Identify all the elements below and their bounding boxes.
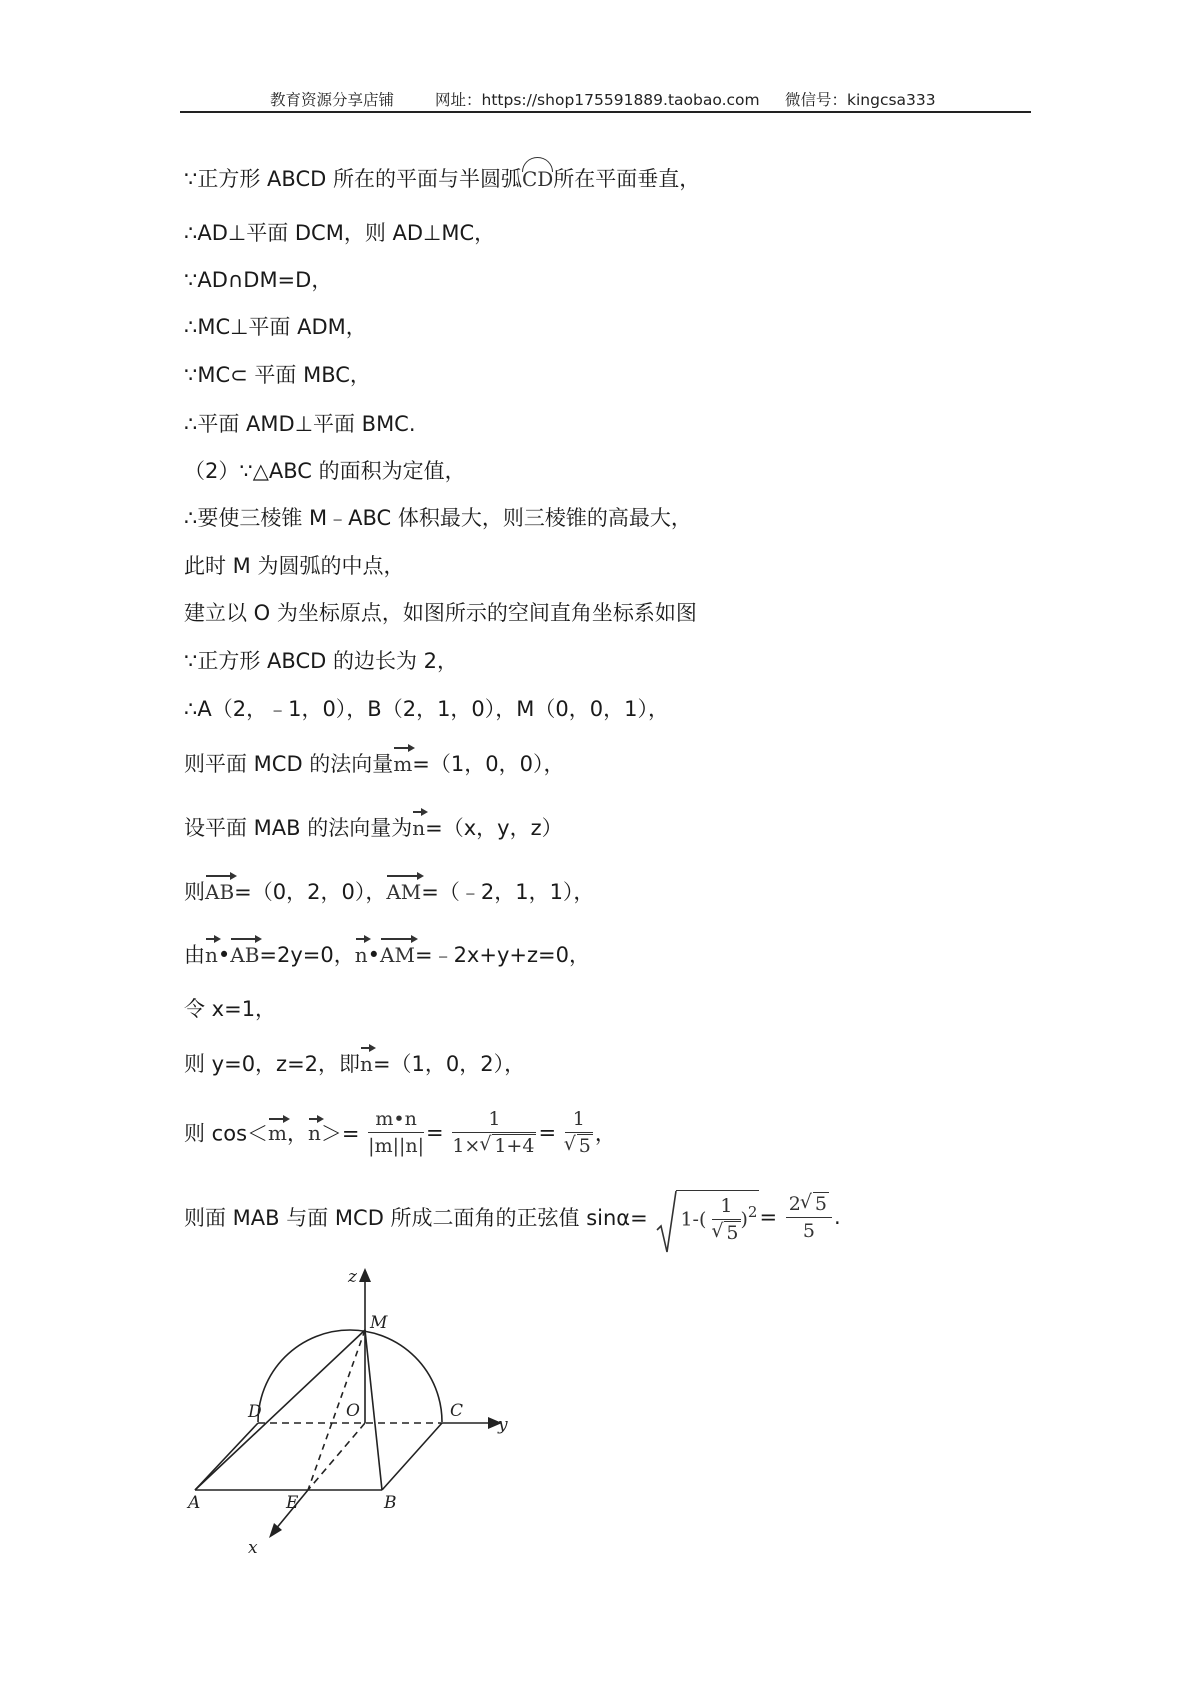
line-1-text-a: ∵正方形 ABCD 所在的平面与半圆弧 (184, 167, 522, 191)
line-9: 此时 M 为圆弧的中点， (184, 554, 405, 578)
fraction-denominator: |m||n| (368, 1135, 425, 1157)
vector-am: AM (386, 880, 422, 904)
x-axis-dashed (308, 1423, 365, 1490)
line-15-text-a: 则 (184, 880, 205, 904)
line-17: 令 x=1， (184, 997, 277, 1021)
vector-n: n (354, 943, 368, 967)
radicand: 5 (726, 1222, 739, 1244)
equals-sign: = (426, 1120, 444, 1145)
line-5: ∵MC⊂ 平面 MBC， (184, 363, 371, 387)
line-20 (184, 1190, 841, 1244)
line-18-text-b: =（1，0，2）， (372, 1052, 526, 1076)
header-wechat: 微信号：kingcsa333 (785, 91, 936, 109)
label-c: C (450, 1401, 464, 1421)
header-url: 网址：https://shop175591889.taobao.com (435, 91, 760, 109)
fraction-dot-over-norms (368, 1108, 424, 1157)
sqrt-symbol (801, 1193, 829, 1215)
vector-m: m (268, 1120, 287, 1145)
line-2: ∴AD⊥平面 DCM，则 AD⊥MC， (184, 221, 496, 245)
radicand-text-b: ) (740, 1208, 748, 1231)
line-16 (184, 941, 590, 969)
vector-ab: AB (230, 943, 260, 967)
label-e: E (286, 1493, 299, 1513)
line-1 (184, 165, 700, 193)
line-3: ∵AD∩DM=D， (184, 268, 333, 292)
label-d: D (248, 1402, 262, 1422)
line-15 (184, 878, 594, 906)
numerator-coefficient: 2 (788, 1192, 801, 1215)
radicand: 1+4 (494, 1135, 535, 1157)
sqrt-symbol (480, 1135, 536, 1157)
line-8: ∴要使三棱锥 M﹣ABC 体积最大，则三棱锥的高最大， (184, 506, 692, 530)
dot-operator: • (217, 943, 231, 967)
geometry-figure (170, 1260, 530, 1560)
line-19-text-a: 则 cos＜ (184, 1121, 269, 1146)
radicand: 5 (814, 1192, 827, 1215)
fraction-numerator: 1 (452, 1108, 536, 1133)
fraction-one-over-sqrt5 (712, 1195, 740, 1244)
vector-n: n (412, 816, 426, 840)
line-12: ∴A（2，﹣1，0），B（2，1，0），M（0，0，1）， (184, 697, 669, 721)
line-19-text-b: ＞= (320, 1121, 360, 1146)
fraction-denominator (712, 1220, 740, 1244)
header-shop-name: 教育资源分享店铺 (270, 91, 395, 109)
fraction-denominator (452, 1133, 536, 1157)
fraction-numerator (786, 1193, 832, 1218)
x-axis-arrowhead (269, 1523, 282, 1538)
line-13 (184, 750, 564, 778)
edge-m-a (195, 1330, 365, 1490)
line-20-text-a: 则面 MAB 与面 MCD 所成二面角的正弦值 sinα= (184, 1206, 648, 1230)
line-13-text-b: =（1，0，0）， (412, 752, 565, 776)
fraction-one-over-sqrt5 (565, 1108, 593, 1157)
sqrt-symbol (712, 1222, 740, 1244)
fraction-one-over-sqrt (452, 1108, 536, 1157)
line-13-text-a: 则平面 MCD 的法向量 (184, 752, 394, 776)
line-14-text-b: =（x，y，z） (425, 816, 563, 840)
line-18 (184, 1050, 525, 1078)
fraction-denominator (565, 1133, 593, 1157)
label-m: M (370, 1313, 388, 1333)
radicand: 5 (578, 1135, 591, 1157)
edge-d-a (195, 1423, 258, 1490)
line-16-text-c: =﹣2x+y+z=0， (414, 943, 590, 967)
line-19 (184, 1108, 616, 1157)
line-10: 建立以 O 为坐标原点，如图所示的空间直角坐标系如图 (184, 601, 697, 625)
line-4: ∴MC⊥平面 ADM， (184, 315, 367, 339)
fraction-numerator: 1 (565, 1108, 593, 1133)
period: . (833, 1205, 841, 1229)
vector-am: AM (380, 943, 415, 967)
line-16-text-b: =2y=0， (259, 943, 355, 967)
label-z: z (348, 1267, 357, 1287)
denominator-coefficient: 1× (452, 1135, 481, 1157)
comma: ， (286, 1121, 308, 1146)
label-o: O (346, 1401, 360, 1421)
line-7: （2）∵△ABC 的面积为定值， (184, 459, 466, 483)
label-x: x (248, 1538, 258, 1558)
label-a: A (188, 1493, 201, 1513)
vector-ab: AB (205, 880, 235, 904)
dot-operator: • (367, 943, 381, 967)
line-16-text-a: 由 (184, 943, 205, 967)
fraction-numerator: 1 (712, 1195, 740, 1220)
arc-cd: CD (521, 167, 554, 191)
line-15-text-b: =（0，2，0）， (234, 880, 387, 904)
edge-m-b (365, 1330, 382, 1490)
edge-b-c (382, 1423, 442, 1490)
exponent: 2 (747, 1203, 758, 1222)
line-15-text-c: =（﹣2，1，1）， (421, 880, 595, 904)
radicand-text-a: 1-( (680, 1208, 707, 1231)
sqrt-symbol (565, 1135, 593, 1157)
fraction-2sqrt5-over-5 (786, 1193, 832, 1242)
header-divider (180, 111, 1031, 113)
big-radical-sign (656, 1190, 678, 1256)
radicand-expression (676, 1190, 759, 1244)
fraction-numerator: m•n (368, 1108, 424, 1133)
vector-n: n (205, 943, 218, 967)
equals-sign: = (538, 1120, 557, 1145)
label-b: B (384, 1493, 397, 1513)
vector-n: n (360, 1052, 373, 1076)
line-14-text-a: 设平面 MAB 的法向量为 (184, 816, 413, 840)
sqrt-expression (656, 1190, 759, 1244)
z-axis-arrowhead (359, 1268, 371, 1282)
line-11: ∵正方形 ABCD 的边长为 2， (184, 649, 458, 673)
comma: ， (594, 1121, 616, 1146)
label-y: y (498, 1415, 508, 1435)
line-1-text-b: 所在平面垂直， (553, 167, 701, 191)
vector-n: n (307, 1120, 321, 1145)
fraction-denominator: 5 (802, 1219, 815, 1242)
equals-sign: = (759, 1205, 778, 1229)
line-6: ∴平面 AMD⊥平面 BMC. (184, 412, 416, 436)
line-18-text-a: 则 y=0，z=2，即 (184, 1052, 361, 1076)
page-header (180, 84, 1030, 112)
vector-m: m (393, 752, 413, 776)
line-14 (184, 814, 563, 842)
